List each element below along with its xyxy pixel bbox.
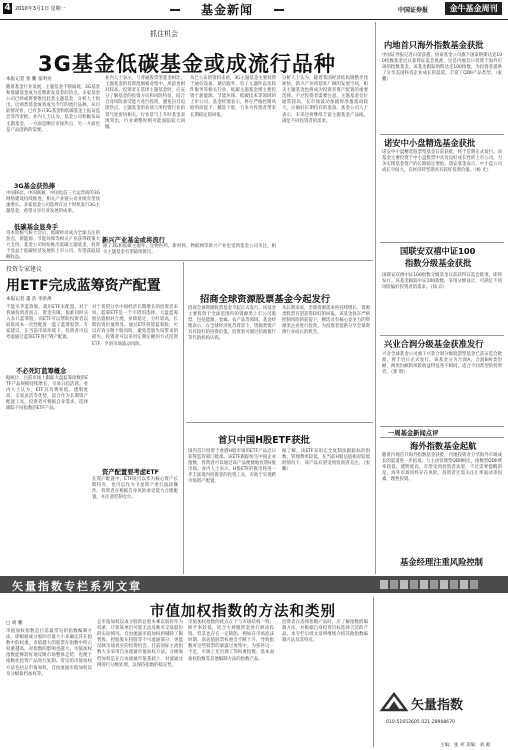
vector-index-logo-icon xyxy=(380,692,408,712)
etf-para-2: 据统计，目前市场上跟踪大盘蓝筹指数的ETF产品规模持续增长，交易日趋活跃。业内人士认为，ETF具有费率低、透明度高、交易灵活等优势，适合作为长期资产配置工具。投资者可根据自身需求，选择跟踪不同指数的ETF产品。 xyxy=(6,376,88,412)
page-footer: 主编：张 亮 美编：刘 毅 xyxy=(440,743,491,748)
right-headline-3: 国联安双禧中证100 xyxy=(400,246,476,256)
header-ornament-right xyxy=(274,9,284,11)
right-headline-1: 内地首只海外指数基金获批 xyxy=(384,40,484,50)
top-story-headline: 3G基金低碳基金或成流行品种 xyxy=(38,52,336,76)
top-story-col-3: 从已公布的资料来看，3G主题基金主要投资于通信设备、通信服务、电子元器件以及软件服务等相关行业，低碳主题基金则主要投资于新能源、节能环保、低碳技术等领域的上市公司。基金经理表示，将在严格控制风险的前提下，精选个股，力争为投资者带来长期稳定的回报。 xyxy=(190,76,276,118)
hshare-para-1: 国内首只投资于香港H股市场的ETF产品近日获得监管部门批准。该ETF跟踪恒生中国企业指数，投资者可以通过该产品便捷地投资H股市场。业内人士表示，H股ETF的推出将进一步丰富境内投资者的投资工具，有助于实现跨市场资产配置。 xyxy=(188,449,276,485)
etf-col-2: 对于希望分享中国经济长期增长的投资者来说，蓝筹ETF是一个不错的选择。大盘蓝筹股估值相对合理，业绩稳定，分红较高，长期投资价值明显。通过ETF投资蓝筹股，可以有效分散个股风险，避免选股失误带来的损失。投资者可以采用定期定额的方式投资ETF，平滑市场波动风险。 xyxy=(92,305,178,347)
index-article-col-2: 总市值加权以成分股的总股本乘以股价作为权重，计算简单但可能无法反映可交易股份的实际情况。自由流通市值加权则剔除了限售股、控股股东持股等不可流通部分，更能反映市场真实的投资机会。目前国际主流指数大多采用自由流通市值加权方法。分级靠档加权是在自由流通市值基础上，对流通比例进行分级处理，以保持指数的稳定性。 xyxy=(97,620,183,668)
right-para-2: 诺安中小盘精选股票型基金日前获批，将于近期正式发行。该基金主要投资于中小盘股票中具有良好成长性的上市公司，力争实现基金资产的长期稳定增值。诺安基金表示，中小盘公司成长空间大，在经济转型期具有较好投资价值。（杨 光） xyxy=(382,150,502,174)
index-article-headline: 市值加权指数的方法和类别 xyxy=(150,604,336,620)
top-story-col-4: 分析人士认为，随着我国经济结构调整步伐加快，新兴产业将迎来广阔的发展空间，相关主题基金也将成为投资者资产配置的重要选择。不过投资者需要注意，主题基金仓位通常较高，在市场波动加剧时净值波动较大，应做好长期持有的准备。基金公司人士表示，未来还将继续丰富主题基金产品线，满足不同投资者的需求。 xyxy=(282,76,368,124)
news-review-bar xyxy=(380,426,504,438)
global-headline: 招商全球资源股票基金今起发行 xyxy=(200,294,331,305)
right-column-divider xyxy=(375,22,376,574)
band-ornament-icon xyxy=(380,579,480,590)
index-article-col-4: 投资者在选择指数产品时，应了解指数的编制方法，并根据自身投资目标选择合适的产品。本专栏后续文章将继续介绍其他指数编制方法及其特点。 xyxy=(282,620,368,644)
right-divider-1 xyxy=(380,134,504,135)
right-para-6: 随着内地首只海外指数基金获批，内地投资者分享海外市场成长的渠道进一步拓宽。与主动管理型QDII相比，指数型QDII费率较低、透明度高，有望受到投资者欢迎。不过需要提醒的是，海外市场同样存在风险，投资者还需关注汇率波动等因素，理性投资。 xyxy=(382,453,502,483)
hshare-para-2: 据了解，该ETF采用完全复制法跟踪标的指数，管理费率较低。在当前H股估值相对较低的情况下，该产品有望受到投资者关注。（张 鹏） xyxy=(282,449,370,473)
global-divider xyxy=(186,422,373,423)
right-headline-6: 海外指数基金起航 xyxy=(410,441,477,451)
etf-col-2b: 在资产配置中，ETF既可以作为核心资产长期持有，也可以作为卫星资产进行波段操作。投资者应根据自身风险承受能力合理配置，并注意控制仓位。 xyxy=(92,477,178,501)
vector-index-contact: 010-51652605 021-28908670 xyxy=(386,720,456,725)
etf-sub-2: 资产配置要考虑ETF xyxy=(102,469,159,476)
etf-kicker: 投资专家建议 xyxy=(6,266,43,273)
right-headline-4: 兴业合润分级基金获准发行 xyxy=(384,339,484,349)
etf-sub-1: 不必死盯蓝筹概念 xyxy=(16,368,67,375)
index-article-byline: □ 胡 鹏 xyxy=(6,621,23,626)
etf-divider xyxy=(183,262,184,574)
paper-name: 中国证券报 xyxy=(398,7,429,14)
top-story-col3-b: 除了3G和低碳主题外，生物医药、新材料、物联网等新兴产业也受到基金公司关注，相关主题基金有望陆续推出。 xyxy=(103,244,276,256)
right-headline-3b: 指数分级基金获批 xyxy=(405,258,472,268)
top-story-sub-2: 低碳基金显身手 xyxy=(14,224,59,231)
column-band-title: 矢量指数专栏系列文章 xyxy=(12,580,142,593)
supplement-logo: 金牛基金周刊 xyxy=(445,2,502,15)
date-line: 2010年3月1日 星期一 xyxy=(15,6,66,12)
hshare-headline: 首只中国H股ETF获批 xyxy=(218,435,310,446)
etf-para-1: 不能买齐蓝筹股，就用ETF来配置。对于普通投资者而言，资金有限，很难同时买入多只蓝筹股，而ETF可以帮助投资者以较低成本一次性配置一篮子蓝筹股票。专家建议，在当前市场环境下，投资者可以考虑通过蓝筹ETF进行资产配置。 xyxy=(6,305,88,341)
index-article-col-3: 市值加权指数的优点在于与市场结构一致，换手率较低，适合大规模资金进行被动投资。但其也存在一定缺陷，例如在市场泡沫时期，高估值股票权重会不断上升，导致指数对这些股票的暴露过度集中。为弥补这一不足，市场上还出现了等权重指数、基本面加权指数等其他编制方法的指数产品。 xyxy=(188,620,274,662)
right-para-4: 兴业全球基金公司旗下兴业合润分级股票型基金已获证监会批准，将于近日正式发行。该基金分为合润A、合润B两类份额，两类份额的风险收益特征各不相同，适合不同类型的投资者。（郭 明） xyxy=(382,352,502,376)
global-para-1: 招商全球资源股票基金今起正式发行，该基金主要投资于全球范围内的资源类上市公司股票，包括能源、金属、农产品等领域。基金经理表示，在全球经济复苏背景下，资源类资产具有较好的投资价值。投资者可通过招商银行等代销机构认购。 xyxy=(188,306,276,342)
top-story-col3-sub: 新兴产业基金或将流行 xyxy=(102,237,165,244)
right-headline-7: 基金经理注重风险控制 xyxy=(400,557,483,567)
vector-index-logo-text: 矢量指数 xyxy=(411,698,464,713)
global-para-2: 从长期来看，全球资源需求将持续增长，资源类股票有望获得较好的回报。该基金将在严格控制风险的前提下，精选具有核心竞争力的资源类企业进行投资，为投资者提供分享全球资源行业成长的机会。 xyxy=(282,306,370,336)
top-story-sub-1: 3G基金获热捧 xyxy=(14,183,56,190)
right-divider-2 xyxy=(380,242,504,243)
top-story-subheadline: 抓住机会 xyxy=(150,30,178,38)
page-number: 4 xyxy=(4,3,11,13)
right-para-3: 国联安双禧中证100指数分级基金日前获得证监会批准，即将发行。该基金跟踪中证100指数，采用分级设计，可满足不同风险偏好投资者的需求。（徐 宾） xyxy=(382,273,502,291)
top-story-para-2: 中国移动、中国联通、中国电信三大运营商的3G网络建设持续推进，相关产业链公司业绩有望快速增长。多家基金公司选择在这个时机发行3G主题基金，希望分享行业发展的成果。 xyxy=(6,191,101,215)
index-article-col-1: 市值加权指数是目前最常见的指数编制方法，即根据成分股的市值大小来确定其在指数中的权重。市值越大的股票在指数中所占权重越高，对指数的影响也越大。市值加权指数能够较好地反映市场整体走势，也便于指数化投资产品进行复制。常见的市值加权方法包括总市值加权、自由流通市值加权以及分级靠档加权等。 xyxy=(6,629,92,677)
news-review-title: 一周基金新闻点评 xyxy=(388,430,439,437)
right-headline-2: 诺安中小盘精选基金获批 xyxy=(384,138,476,148)
top-story-para-1: 随着基金行业发展，主题基金不断涌现，3G基金和低碳基金成为近期新发基金的热点。多家基金公司已经或将要推出此类主题基金，分析人士指出，这两类基金或将成为今年的流行品种。从目前情况看，已有多只3G基金和低碳基金上报证监会等待审批。业内人士认为，基金公司积极布局主题基金，一方面是顺应市场热点，另一方面也是产品创新的需要。 xyxy=(6,85,101,133)
divider-top-story xyxy=(0,260,373,261)
header-ornament-left xyxy=(170,9,180,11)
index-article-divider xyxy=(373,597,374,747)
right-divider-3 xyxy=(380,335,504,336)
section-title: 基金新闻 xyxy=(200,3,253,17)
top-story-col-2: 业内人士表示，与普通股票型基金相比，主题基金的投资范围相对集中，风险也相对较高。投资者在选择主题基金时，应充分了解基金的投资方向和风险特征，结合自身风险承受能力进行投资，避免盲目追逐热点。主题基金的业绩与所投资行业的景气度密切相关，行业景气上升时基金表现突出，行业调整时则可能面临较大回撤。 xyxy=(105,76,185,130)
etf-headline: 用ETF完成蓝筹资产配置 xyxy=(6,278,161,294)
top-story-byline: 本报记者 张 鹏 张明亮 xyxy=(6,77,52,82)
etf-byline: 本报记者 董 浩 李洪禹 xyxy=(6,297,52,302)
top-story-para-3: 哥本哈根气候大会后，低碳经济成为全球关注的焦点，新能源、节能环保等相关产业获得政策大力支持。基金公司纷纷推出低碳主题基金，投资于受益于低碳经济发展的上市公司，有望获取超额收益。 xyxy=(6,231,100,261)
header-rule xyxy=(0,19,508,20)
right-para-1: 中国证券报记者日前获悉，国泰基金公司旗下国泰纳斯达克100指数基金近日获得证监会批准，这是内地首只投资于海外市场的指数基金。该基金跟踪纳斯达克100指数，为投资者提供了分享美国科技企业成长的渠道，丰富了QDII产品类型。（张 鹏） xyxy=(382,53,502,83)
